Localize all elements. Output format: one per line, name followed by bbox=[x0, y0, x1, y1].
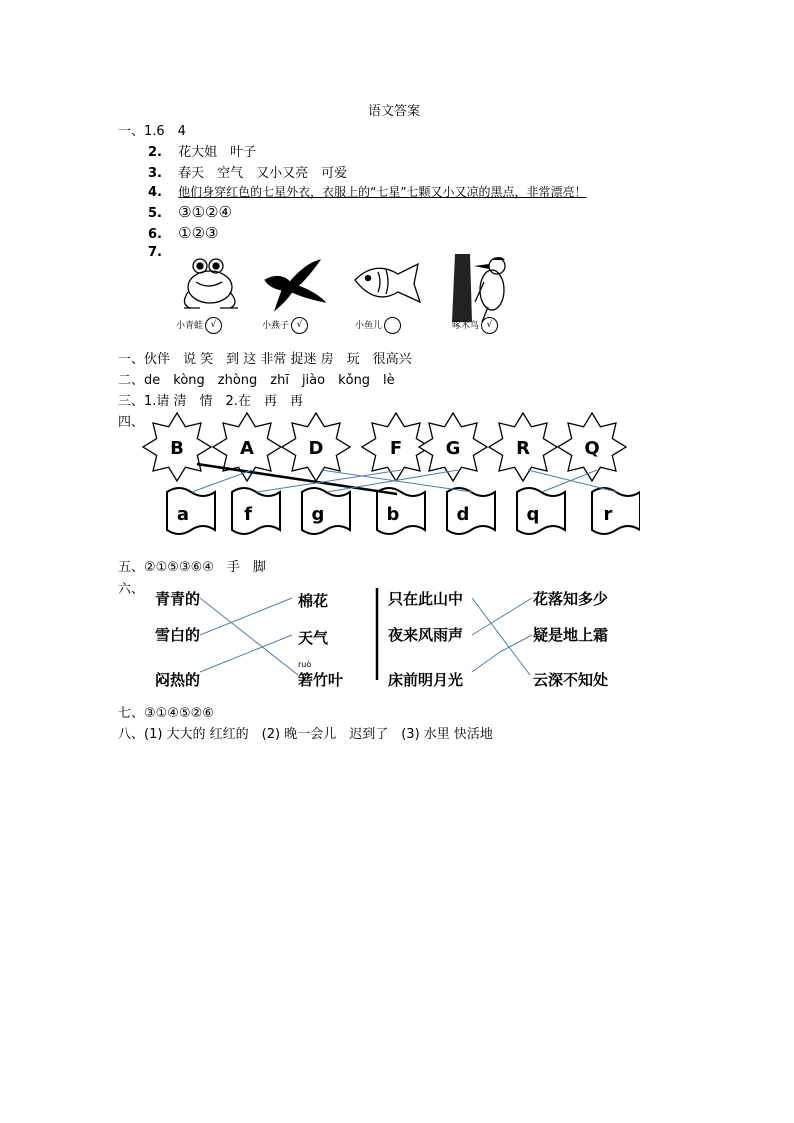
animal-label-fish bbox=[355, 317, 401, 334]
star-letter-B bbox=[143, 413, 211, 481]
svg-text:r: r bbox=[603, 504, 613, 525]
word-matching-lines bbox=[140, 580, 660, 700]
animal-label-frog bbox=[176, 317, 222, 334]
poem-line-right-1: 花落知多少 bbox=[533, 590, 609, 608]
svg-text:d: d bbox=[456, 504, 470, 525]
right-word-2: 天气 bbox=[298, 629, 329, 647]
answer-1-5 bbox=[148, 203, 232, 221]
answer-circle: √ bbox=[291, 317, 308, 334]
star-letter-D bbox=[282, 413, 350, 481]
item-text: 春天 空气 又小又亮 可爱 bbox=[178, 166, 348, 181]
svg-text:a: a bbox=[176, 504, 190, 525]
link-line bbox=[500, 635, 532, 652]
link-line bbox=[200, 598, 292, 635]
link-line bbox=[200, 598, 298, 675]
left-word-1: 青青的 bbox=[155, 590, 201, 608]
right-word-1: 棉花 bbox=[298, 592, 329, 610]
answer-circle bbox=[384, 317, 401, 334]
flag-letter-r bbox=[592, 488, 640, 534]
svg-text:Q: Q bbox=[584, 438, 600, 459]
match-line bbox=[257, 470, 401, 492]
answer-1-2 bbox=[148, 141, 256, 160]
animal-name: 小燕子 bbox=[262, 321, 290, 331]
svg-text:b: b bbox=[386, 504, 400, 525]
link-line bbox=[472, 652, 500, 672]
link-line bbox=[200, 635, 292, 672]
animal-name: 小青蛙 bbox=[176, 321, 204, 331]
answer-1-4 bbox=[148, 183, 587, 200]
match-line bbox=[542, 470, 597, 492]
poem-line-right-3: 云深不知处 bbox=[533, 671, 609, 689]
svg-text:G: G bbox=[445, 438, 461, 459]
fish-image bbox=[355, 264, 420, 302]
answer-2-8: 八、(1) 大大的 红红的 (2) 晚一会儿 迟到了 (3) 水里 快活地 bbox=[118, 727, 493, 742]
item-number: 6. bbox=[148, 227, 162, 242]
poem-line-right-2: 疑是地上霜 bbox=[533, 626, 609, 644]
answer-circle: √ bbox=[205, 317, 222, 334]
svg-text:R: R bbox=[516, 438, 530, 459]
right-word-3: 箬竹叶 bbox=[298, 671, 344, 689]
svg-text:g: g bbox=[311, 504, 325, 525]
page-title: 语文答案 bbox=[368, 104, 421, 119]
poem-line-left-2: 夜来风雨声 bbox=[388, 626, 464, 644]
svg-text:A: A bbox=[240, 438, 254, 459]
pinyin-ruo: ruò bbox=[298, 660, 312, 669]
flag-letter-a bbox=[167, 488, 215, 534]
flag-letter-f bbox=[232, 488, 280, 534]
svg-text:q: q bbox=[526, 504, 540, 525]
answer-2-4: 四、 bbox=[118, 415, 145, 430]
item-number: 5. bbox=[148, 206, 162, 221]
animal-name: 小鱼儿 bbox=[355, 321, 383, 331]
flag-letter-q bbox=[517, 488, 565, 534]
answer-2-2: 二、de kòng zhòng zhī jiào kǒng lè bbox=[118, 373, 395, 388]
item-text: 花大姐 叶子 bbox=[178, 145, 257, 160]
answer-2-5: 五、②①⑤③⑥④ 手 脚 bbox=[118, 560, 266, 575]
item-text: 他们身穿红色的七星外衣，衣服上的“七星”七颗又小又凉的黑点，非常漂亮！ bbox=[178, 185, 587, 199]
answer-1-7 bbox=[148, 245, 162, 260]
animal-label-swallow bbox=[262, 317, 308, 334]
item-text: ③①②④ bbox=[178, 203, 232, 221]
frog-image bbox=[184, 259, 238, 308]
item-number: 4. bbox=[148, 185, 162, 200]
match-line bbox=[528, 470, 617, 492]
answer-2-7: 七、③①④⑤②⑥ bbox=[118, 706, 214, 721]
left-word-2: 雪白的 bbox=[155, 626, 201, 644]
answer-2-6: 六、 bbox=[118, 582, 145, 597]
flag-letter-d bbox=[447, 488, 495, 534]
woodpecker-image bbox=[452, 254, 505, 322]
answer-1-1: 一、1.6 4 bbox=[118, 124, 186, 139]
item-number: 3. bbox=[148, 166, 162, 181]
item-number: 2. bbox=[148, 145, 162, 160]
answer-2-1: 一、伙伴 说 笑 到 这 非常 捉迷 房 玩 很高兴 bbox=[118, 352, 412, 367]
left-word-3: 闷热的 bbox=[155, 671, 201, 689]
link-line bbox=[472, 598, 532, 635]
letter-matching bbox=[140, 412, 640, 537]
swallow-image bbox=[265, 260, 325, 310]
answer-1-3 bbox=[148, 162, 347, 181]
poem-line-left-3: 床前明月光 bbox=[388, 671, 464, 689]
item-number: 7. bbox=[148, 245, 162, 260]
svg-text:f: f bbox=[244, 504, 252, 525]
svg-text:B: B bbox=[170, 438, 184, 459]
answer-circle: √ bbox=[481, 317, 498, 334]
star-letter-R bbox=[489, 413, 557, 481]
flag-letter-b bbox=[377, 488, 425, 534]
answer-1-6 bbox=[148, 224, 218, 242]
svg-text:D: D bbox=[308, 438, 324, 459]
answer-2-3: 三、1.请 清 情 2.在 再 再 bbox=[118, 394, 303, 409]
animal-label-woodpecker bbox=[452, 317, 498, 334]
svg-text:F: F bbox=[389, 438, 403, 459]
flag-letter-g bbox=[302, 488, 350, 534]
link-line bbox=[472, 598, 530, 675]
star-letter-Q bbox=[558, 413, 626, 481]
poem-line-left-1: 只在此山中 bbox=[388, 590, 464, 608]
item-text: ①②③ bbox=[178, 224, 219, 242]
animal-name: 啄木鸟 bbox=[452, 321, 480, 331]
